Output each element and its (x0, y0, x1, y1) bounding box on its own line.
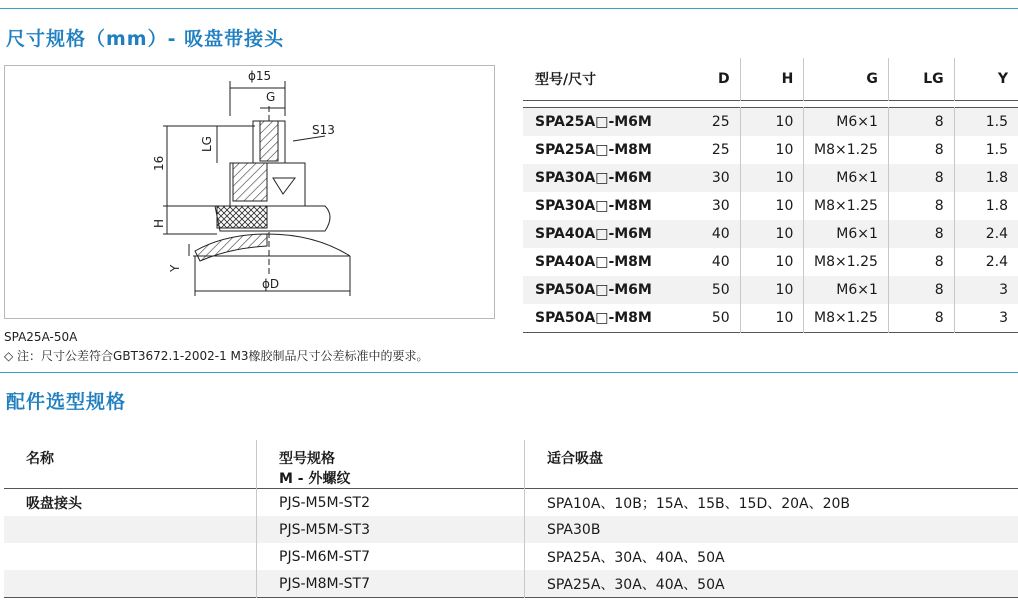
value-cell: M6×1 (804, 276, 889, 304)
table-row (4, 516, 1018, 543)
tolerance-note: ◇ 注：尺寸公差符合GBT3672.1-2002-1 M3橡胶制品尺寸公差标准中的要求。 (4, 349, 429, 363)
model-cell: SPA30A□-M8M (535, 198, 652, 214)
spec-header-lg: LG (888, 58, 954, 101)
value-cell: 10 (740, 192, 804, 220)
spec-header-model: 型号/尺寸 (535, 72, 597, 88)
value-cell: 1.5 (954, 136, 1018, 164)
model-cell: SPA25A□-M6M (535, 114, 652, 130)
spec-header-row (523, 58, 1018, 101)
fit-cell: SPA30B (525, 516, 1018, 543)
value-cell: 8 (888, 248, 954, 276)
name-cell (4, 516, 257, 543)
table-row (523, 164, 1018, 192)
table-row (523, 276, 1018, 304)
spec-header-d: D (718, 71, 730, 87)
fit-cell: SPA10A、10B；15A、15B、15D、20A、20B (525, 489, 1018, 517)
fit-cell: SPA25A、30A、40A、50A (525, 543, 1018, 570)
value-cell: 8 (888, 220, 954, 248)
dim-phi15-label: ϕ15 (248, 69, 272, 83)
value-cell: 10 (740, 220, 804, 248)
table-row (523, 136, 1018, 164)
value-cell: 40 (711, 254, 730, 270)
model-cell: SPA25A□-M8M (535, 142, 652, 158)
dimension-drawing (4, 65, 495, 319)
value-cell: M8×1.25 (804, 136, 889, 164)
value-cell: 2.4 (954, 248, 1018, 276)
value-cell: 2.4 (954, 220, 1018, 248)
model-cell: PJS-M6M-ST7 (257, 543, 525, 570)
spec-header-h: H (740, 58, 804, 101)
suction-cup-diagram (5, 66, 494, 318)
section-title-accessories: 配件选型规格 (6, 391, 127, 413)
model-cell: SPA30A□-M6M (535, 170, 652, 186)
name-cell (4, 543, 257, 570)
table-row (523, 304, 1018, 333)
acc-header-model (257, 440, 525, 489)
value-cell: 30 (711, 198, 730, 214)
value-cell: 3 (954, 276, 1018, 304)
drawing-caption-model: SPA25A-50A (4, 330, 78, 344)
value-cell: 1.8 (954, 164, 1018, 192)
value-cell: 10 (740, 276, 804, 304)
acc-header-fit: 适合吸盘 (525, 440, 1018, 489)
value-cell: 8 (888, 192, 954, 220)
dim-h-label: H (152, 218, 166, 228)
value-cell: 50 (711, 282, 730, 298)
value-cell: 1.5 (954, 108, 1018, 137)
spec-header-g: G (804, 58, 889, 101)
dim-y-label: Y (168, 264, 182, 272)
table-row (4, 543, 1018, 570)
value-cell: M8×1.25 (804, 248, 889, 276)
value-cell: M6×1 (804, 164, 889, 192)
model-cell: PJS-M8M-ST7 (257, 570, 525, 598)
fit-cell: SPA25A、30A、40A、50A (525, 570, 1018, 598)
name-cell: 吸盘接头 (26, 495, 82, 512)
table-row (523, 108, 1018, 137)
value-cell: 25 (711, 114, 730, 130)
value-cell: 8 (888, 108, 954, 137)
value-cell: 8 (888, 136, 954, 164)
dim-16-label: 16 (152, 155, 166, 171)
value-cell: M8×1.25 (804, 192, 889, 220)
value-cell: 3 (954, 304, 1018, 333)
model-cell: SPA50A□-M8M (535, 310, 652, 326)
dim-s13-label: S13 (312, 123, 335, 137)
accessory-table (4, 440, 1018, 598)
table-row (4, 570, 1018, 598)
value-cell: 25 (711, 142, 730, 158)
section-divider (0, 372, 1018, 373)
value-cell: 10 (740, 164, 804, 192)
value-cell: M8×1.25 (804, 304, 889, 333)
value-cell: M6×1 (804, 220, 889, 248)
value-cell: 10 (740, 136, 804, 164)
value-cell: 40 (711, 226, 730, 242)
value-cell: 1.8 (954, 192, 1018, 220)
value-cell: 8 (888, 164, 954, 192)
spec-table (523, 58, 1018, 333)
acc-header-row (4, 440, 1018, 489)
model-cell: SPA40A□-M8M (535, 254, 652, 270)
value-cell: 10 (740, 108, 804, 137)
value-cell: M6×1 (804, 108, 889, 137)
model-cell: PJS-M5M-ST3 (257, 516, 525, 543)
value-cell: 10 (740, 304, 804, 333)
value-cell: 8 (888, 276, 954, 304)
value-cell: 8 (888, 304, 954, 333)
dim-lg-label: LG (200, 136, 214, 152)
top-rule (0, 8, 1018, 9)
table-row (523, 220, 1018, 248)
section-title-dimensions: 尺寸规格（mm）- 吸盘带接头 (6, 28, 285, 50)
model-cell: PJS-M5M-ST2 (257, 489, 525, 517)
dim-phid-label: ϕD (262, 277, 280, 291)
spec-header-y: Y (954, 58, 1018, 101)
acc-header-model-label: 型号规格 (279, 451, 335, 467)
table-row (523, 248, 1018, 276)
acc-header-model-sub: M - 外螺纹 (279, 471, 351, 487)
value-cell: 50 (711, 310, 730, 326)
model-cell: SPA50A□-M6M (535, 282, 652, 298)
dim-g-label: G (266, 90, 276, 104)
acc-header-name: 名称 (26, 451, 54, 467)
name-cell (4, 570, 257, 598)
table-row (523, 192, 1018, 220)
value-cell: 10 (740, 248, 804, 276)
model-cell: SPA40A□-M6M (535, 226, 652, 242)
table-row (4, 489, 1018, 517)
value-cell: 30 (711, 170, 730, 186)
